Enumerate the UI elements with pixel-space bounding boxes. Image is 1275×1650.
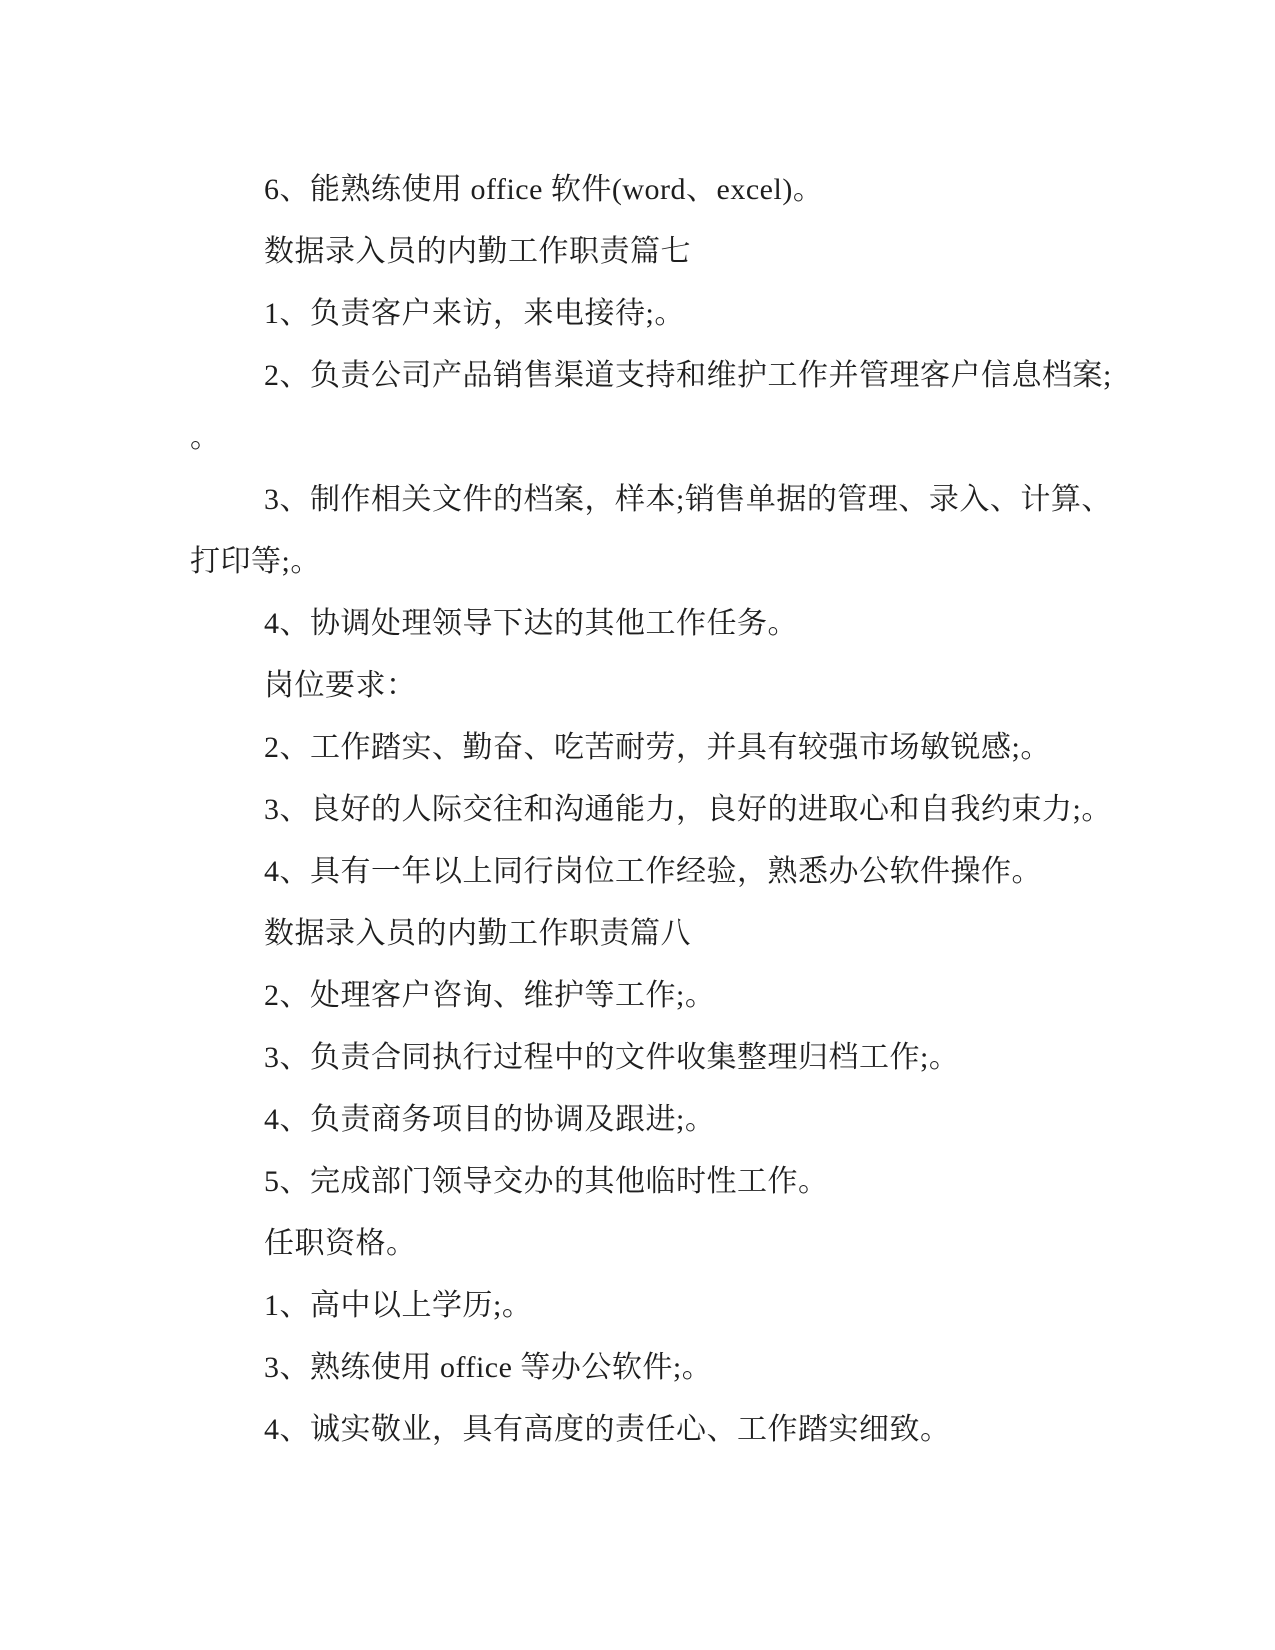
list-item-1-reception: 1、负责客户来访，来电接待;。 bbox=[264, 297, 685, 330]
list-item-4-coordinate-tasks: 4、协调处理领导下达的其他工作任务。 bbox=[264, 607, 798, 640]
list-item-3-documents: 3、制作相关文件的档案，样本;销售单据的管理、录入、计算、 bbox=[264, 483, 1112, 516]
list-item-2-sales-channel: 2、负责公司产品销售渠道支持和维护工作并管理客户信息档案; bbox=[264, 359, 1112, 392]
duty-3-contract-filing: 3、负责合同执行过程中的文件收集整理归档工作;。 bbox=[264, 1041, 960, 1074]
requirement-3-communication: 3、良好的人际交往和沟通能力，良好的进取心和自我约束力;。 bbox=[264, 793, 1112, 826]
requirement-4-experience: 4、具有一年以上同行岗位工作经验，熟悉办公软件操作。 bbox=[264, 855, 1042, 888]
document-page bbox=[190, 159, 1110, 1461]
list-item-6-office-skills: 6、能熟练使用 office 软件(word、excel)。 bbox=[264, 173, 824, 206]
duty-2-customer-inquiry: 2、处理客户咨询、维护等工作;。 bbox=[264, 979, 716, 1012]
qualification-1-education: 1、高中以上学历;。 bbox=[264, 1289, 533, 1322]
requirement-2-diligent: 2、工作踏实、勤奋、吃苦耐劳，并具有较强市场敏锐感;。 bbox=[264, 731, 1051, 764]
qualifications-heading: 任职资格。 bbox=[264, 1227, 417, 1260]
section-title-part7: 数据录入员的内勤工作职责篇七 bbox=[264, 235, 691, 268]
list-item-3-continuation: 打印等;。 bbox=[190, 545, 321, 578]
duty-5-temporary-tasks: 5、完成部门领导交办的其他临时性工作。 bbox=[264, 1165, 829, 1198]
duty-4-business-projects: 4、负责商务项目的协调及跟进;。 bbox=[264, 1103, 716, 1136]
job-requirements-heading: 岗位要求： bbox=[264, 669, 417, 702]
qualification-4-honest: 4、诚实敬业，具有高度的责任心、工作踏实细致。 bbox=[264, 1413, 951, 1446]
list-item-2-continuation: 。 bbox=[190, 421, 221, 454]
section-title-part8: 数据录入员的内勤工作职责篇八 bbox=[264, 917, 691, 950]
qualification-3-office-software: 3、熟练使用 office 等办公软件;。 bbox=[264, 1351, 713, 1384]
